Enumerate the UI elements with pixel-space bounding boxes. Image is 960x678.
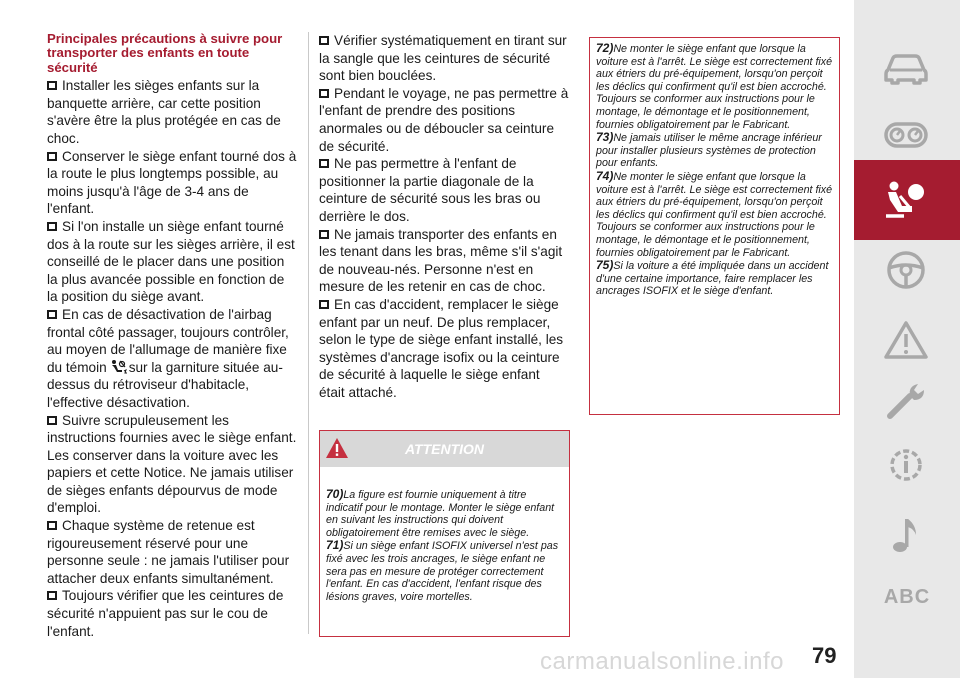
note-number: 74)	[596, 168, 614, 183]
bullet-square-icon	[319, 300, 329, 309]
watermark: carmanualsonline.info	[540, 648, 784, 675]
car-icon[interactable]	[880, 48, 932, 88]
note-text: Si un siège enfant ISOFIX universel n'est pas fixé avec les trois ancrages, le siège enfant ne sera pas en mesure de protéger correctement l'enfant. En cas d'accident, l'enfant risque des lésions graves, voire mortelles.	[326, 540, 559, 603]
paragraph: Si l'on installe un siège enfant tourné dos à la route sur les sièges arrière, il est conseillé de le placer dans une position la plus avancée possible en fonction de la position du siège avant.	[47, 218, 295, 305]
right-notes	[596, 42, 836, 298]
paragraph: Installer les sièges enfants sur la banquette arrière, car cette position s'avère être la plus protégée en cas de choc.	[47, 78, 281, 146]
note-number: 73)	[596, 130, 614, 145]
wrench-icon[interactable]	[880, 380, 932, 420]
paragraph: Ne pas permettre à l'enfant de positionner la partie diagonale de la ceinture de sécurité sous les bras ou derrière le dos.	[319, 156, 541, 224]
note-text: La figure est fournie uniquement à titre indicatif pour le montage. Monter le siège enfant en suivant les instructions qui doivent obligatoirement être remises avec le siège.	[326, 489, 555, 539]
bullet-square-icon	[47, 222, 57, 231]
section-heading: Principales précautions à suivre pour transporter des enfants en toute sécurité	[47, 31, 283, 75]
note-number: 72)	[596, 41, 614, 55]
bullet-square-icon	[319, 159, 329, 168]
info-gear-icon[interactable]	[880, 445, 932, 485]
warning-icon[interactable]	[880, 320, 932, 360]
note	[596, 259, 836, 298]
paragraph: Suivre scrupuleusement les instructions fournies avec le siège enfant. Les conserver dans la voiture avec les papiers et cette Notice. Ne jamais utiliser de sièges enfants dépourvus de mode d'emploi.	[47, 412, 297, 516]
paragraph: Ne jamais transporter des enfants en les tenant dans les bras, même s'il s'agit de nouveau-nés. Personne n'est en mesure de les retenir en cas de choc.	[319, 226, 563, 295]
bullet-square-icon	[47, 521, 57, 530]
dashboard-icon[interactable]	[880, 114, 932, 154]
bullet-square-icon	[47, 416, 57, 425]
airbag-off-icon	[109, 359, 127, 375]
attention-title: ATTENTION	[404, 441, 485, 457]
paragraph: Pendant le voyage, ne pas permettre à l'enfant de prendre des positions anormales ou de déboucler sa ceinture de sécurité.	[319, 85, 569, 154]
abc-index-label[interactable]: ABC	[883, 586, 931, 608]
airbag-icon[interactable]	[880, 180, 932, 220]
note-text: Ne monter le siège enfant que lorsque la voiture est à l'arrêt. Le siège est correctement fixé aux étriers du pré-équipement, lorsqu'on perçoit les déclics qui confirment qu'il est bien accroché. Toujours se conformer aux instructions pour le montage, le démontage et le positionnement, fournies obligatoirement par le Fabricant.	[596, 43, 833, 131]
bullet-square-icon	[47, 591, 57, 600]
paragraph: Conserver le siège enfant tourné dos à la route le plus longtemps possible, au moins jusqu'à l'âge de 3-4 ans de l'enfant.	[47, 148, 297, 217]
bullet-square-icon	[319, 230, 329, 239]
page-number: 79	[812, 643, 837, 668]
note-text: Ne monter le siège enfant que lorsque la voiture est à l'arrêt. Le siège est correctement fixé aux étriers du pré-équipement, lorsqu'on perçoit les déclics qui confirment qu'il est bien accroché. Toujours se conformer aux instructions pour le montage, le démontage et le positionnement, fournies obligatoirement par le Fabricant.	[596, 170, 833, 259]
bullet-square-icon	[47, 310, 57, 319]
paragraph: Vérifier systématiquement en tirant sur la sangle que les ceintures de sécurité sont bien bouclées.	[319, 33, 567, 84]
attention-header	[320, 431, 569, 467]
paragraph: Chaque système de retenue est rigoureusement réservé pour une personne seule : ne jamais l'utiliser pour attacher deux enfants simultanément.	[47, 518, 290, 586]
middle-column	[319, 32, 569, 401]
note-text: Si la voiture a été impliquée dans un accident d'une certaine importance, faire remplacer les ancrages ISOFIX et le siège d'enfant.	[596, 260, 829, 298]
attention-box	[319, 430, 570, 637]
note	[596, 170, 836, 259]
note	[326, 539, 564, 603]
steering-wheel-icon[interactable]	[880, 250, 932, 290]
bullet-square-icon	[47, 152, 57, 161]
bullet-square-icon	[319, 36, 329, 45]
paragraph: En cas de désactivation de l'airbag frontal côté passager, toujours contrôler, au moyen de l'allumage de manière fixe du témoin sur la garniture située au-dessus du rétroviseur d'habitacle, l'effective désactivation.	[47, 306, 289, 410]
left-column	[47, 32, 298, 640]
note-text: Ne jamais utiliser le même ancrage inférieur pour installer plusieurs systèmes de protection pour enfants.	[596, 132, 822, 170]
note-number: 70)	[326, 487, 344, 501]
bullet-square-icon	[47, 81, 57, 90]
notes-box	[589, 37, 840, 415]
music-note-icon[interactable]	[880, 515, 932, 555]
paragraph: Toujours vérifier que les ceintures de sécurité n'appuient pas sur le cou de l'enfant.	[47, 588, 284, 639]
note	[596, 42, 836, 131]
note	[326, 488, 564, 539]
bullet-square-icon	[319, 89, 329, 98]
paragraph: En cas d'accident, remplacer le siège enfant par un neuf. De plus remplacer, selon le type de siège enfant installé, les systèmes d'ancrage isofix ou la ceinture de sécurité à laquelle le siège enfant était attaché.	[319, 296, 564, 400]
note	[596, 131, 836, 170]
note-number: 75)	[596, 258, 614, 273]
column-divider	[308, 32, 309, 634]
attention-notes	[326, 488, 564, 603]
note-number: 71)	[326, 538, 344, 553]
